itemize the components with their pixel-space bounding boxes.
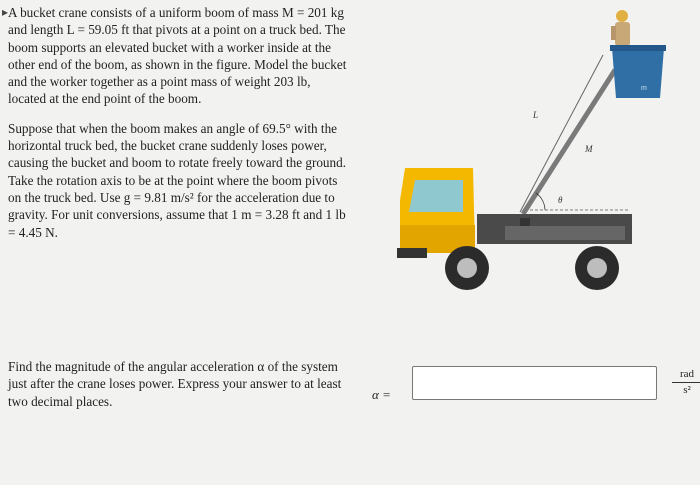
answer-unit [672,368,700,397]
length-label: L [533,110,539,120]
boom-axis-line [520,55,603,212]
unit-denominator: s² [683,384,691,396]
unit-numerator: rad [672,368,700,383]
theta-label: θ [558,195,563,205]
front-wheel [445,246,489,290]
answer-label: α = [372,387,391,402]
mass-label: M [585,144,593,154]
question-text: Find the magnitude of the angular acceleration α of the system just after the crane loses power. Express your answer to at least two decimal places. [8,359,342,409]
problem-paragraph-1: A bucket crane consists of a uniform boom of mass M = 201 kg and length L = 59.05 ft that pivots at a point on a truck bed. The boom supports an elevated bucket with a worker inside at the other end of the boom, as shown in the figure. Model the bucket and the worker together as a point mass of weight 203 lb, located at the end point of the boom. [8,5,347,107]
bucket-crane-figure [385,0,675,295]
problem-statement [2,4,348,253]
problem-paragraph-2: Suppose that when the boom makes an angle of 69.5° with the horizontal truck bed, the bucket crane suddenly loses power, causing the bucket and boom to rotate freely toward the ground. Take the rotation axis to be at the point where the boom pivots on the truck bed. Use g = 9.81 m/s² for the acceleration due to gravity. For unit conversions, assume that 1 m = 3.28 ft and 1 lb = 4.45 N. [8,120,347,240]
bullet-marker: ▸ [2,5,9,19]
answer-input[interactable] [412,366,657,400]
rear-wheel [575,246,619,290]
truck-cab [397,168,475,258]
boom [523,70,615,214]
bucket-text: m [641,85,647,92]
worker-figure [611,10,630,46]
bucket [610,45,666,98]
